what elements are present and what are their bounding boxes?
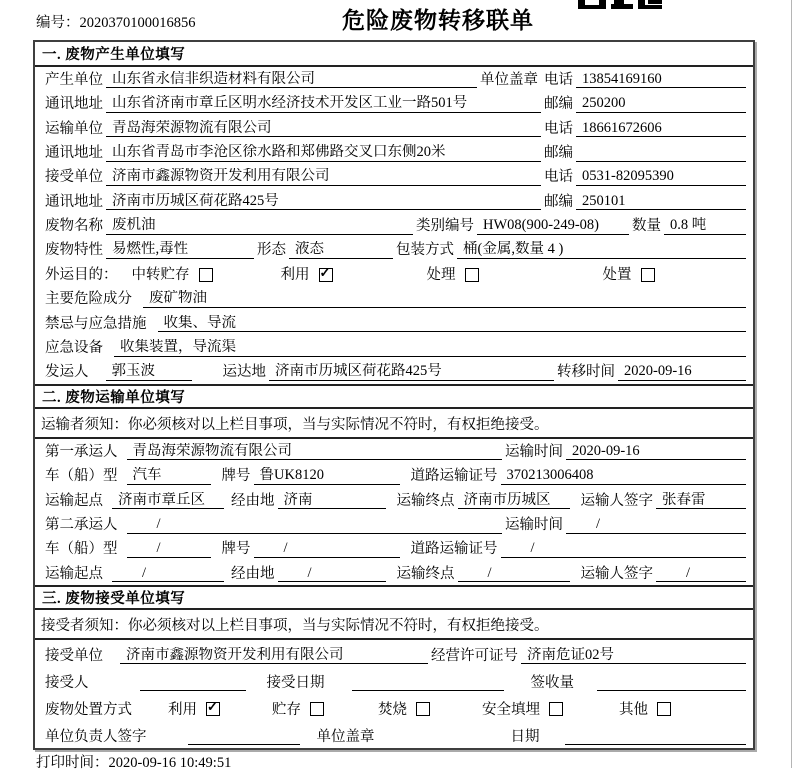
field-label: 安全填埋 [482,701,540,718]
field-label: 电话 [544,120,573,137]
field-label: 电话 [544,169,573,186]
page-edge-line [791,0,792,768]
field-value: / [127,540,211,558]
form-row [35,165,753,189]
field-label: 通讯地址 [45,96,103,113]
field-label: 形态 [257,242,286,259]
form-row [35,640,753,667]
field-label: 经由地 [231,492,275,509]
field-label: 接受单位 [45,169,103,186]
field-value: HW08(900-249-08) [477,217,629,235]
field-label: 废物名称 [45,218,103,235]
field-label: 签收量 [530,674,574,691]
field-label: 产生单位 [45,71,103,88]
field-label: 其他 [619,701,648,718]
field-value: 250200 [576,95,746,113]
field-label: 日期 [510,728,540,745]
field-value [597,690,746,691]
field-value: / [656,565,746,583]
field-value: / [501,540,747,558]
form-row [35,439,753,463]
field-value: 青岛海荣源物流有限公司 [127,443,503,461]
document-number-value: 2020370100016856 [79,15,196,31]
field-value: 370213006408 [501,467,747,485]
field-label: 电话 [544,71,573,88]
checkbox-icon [641,268,655,282]
field-value: 汽车 [127,467,211,485]
print-time-value: 2020-09-16 10:49:51 [108,755,232,771]
field-label: 转移时间 [557,364,615,381]
field-label: 运输人签字 [580,565,653,582]
field-value: 2020-09-16 [618,363,746,381]
form-row [35,189,753,213]
field-value [576,161,746,162]
field-value: 山东省青岛市李沧区徐水路和郑佛路交叉口东侧20米 [106,144,541,162]
field-label: 外运目的： [45,266,118,283]
field-value: 济南市章丘区 [112,492,224,510]
print-time-label: 打印时间： [36,755,109,771]
field-label: 运输终点 [396,565,455,582]
print-time [36,751,231,772]
form-row [35,91,753,115]
checkbox-icon [310,702,324,716]
form-row [35,238,753,262]
field-label: 运输人签字 [580,492,653,509]
form-row [35,140,753,164]
form-row [35,287,753,311]
form-row [35,537,753,561]
checkbox-icon [199,268,213,282]
form-row [35,488,753,512]
field-value: 张春雷 [656,492,746,510]
form-row [35,694,753,721]
field-label: 运达地 [222,364,266,381]
form-row [35,667,753,694]
form-row [35,335,753,359]
field-value: 济南市历城区荷花路425号 [269,363,554,381]
checkbox-icon [465,268,479,282]
form-row [35,360,753,384]
field-label: 运输起点 [45,565,103,582]
field-label: 废物特性 [45,242,103,259]
field-label: 车（船）型 [45,468,118,485]
field-label: 运输终点 [396,492,455,509]
checkbox-icon [416,702,430,716]
field-label: 中转贮存 [131,266,190,283]
field-value [565,744,747,745]
form-row [35,262,753,286]
field-value: 废机油 [106,217,413,235]
field-value: 0531-82095390 [576,168,746,186]
field-value [140,690,246,691]
field-label: 邮编 [544,144,573,161]
field-label: 车（船）型 [45,541,118,558]
field-label: 通讯地址 [45,193,103,210]
field-value: 收集装置，导流渠 [114,339,746,357]
field-label: 牌号 [221,541,251,558]
section-header: 二. 废物运输单位填写 [35,384,753,409]
field-value: 济南 [278,492,386,510]
field-value: 0.8 吨 [664,217,746,235]
field-label: 运输单位 [45,120,103,137]
document-title: 危险废物转移联单 [342,8,534,33]
field-value: 18661672606 [576,120,746,138]
field-label: 道路运输证号 [410,541,498,558]
field-value: 收集、导流 [158,315,747,333]
field-value: / [566,516,746,534]
field-value: 郭玉波 [106,363,192,381]
field-label: 通讯地址 [45,144,103,161]
document-number-label: 编号： [36,15,80,31]
field-value: 废矿物油 [143,290,746,308]
field-label: 接受日期 [266,674,325,691]
field-value: 济南市鑫源物资开发利用有限公司 [120,647,428,665]
manifest-form-table [33,40,755,750]
field-value: 山东省济南市章丘区明水经济技术开发区工业一路501号 [106,95,541,113]
field-value: / [127,516,503,534]
field-value: 青岛海荣源物流有限公司 [106,120,541,138]
field-value [352,690,504,691]
field-value: 济南市历城区荷花路425号 [106,193,541,211]
section-note: 接受者须知：你必须核对以上栏目事项，当与实际情况不符时，有权拒绝接受。 [35,610,753,640]
section-note: 运输者须知：你必须核对以上栏目事项，当与实际情况不符时，有权拒绝接受。 [35,409,753,439]
form-row [35,67,753,91]
form-row [35,311,753,335]
form-row [35,561,753,585]
field-label: 废物处置方式 [45,701,132,718]
field-value: 易燃性,毒性 [106,241,254,259]
field-label: 发运人 [45,364,89,381]
checkbox-icon [657,702,671,716]
field-value: 济南危证02号 [521,647,746,665]
field-value: 13854169160 [576,71,746,89]
field-label: 单位盖章 [316,728,375,745]
field-label: 焚烧 [378,701,407,718]
field-value: 济南市鑫源物资开发利用有限公司 [106,168,541,186]
checkbox-checked-icon [319,268,333,282]
field-value: 济南市历城区 [458,492,570,510]
field-value: 桶(金属,数量 4 ) [457,241,746,259]
form-row [35,721,753,748]
field-value: 2020-09-16 [566,443,746,461]
form-row [35,116,753,140]
field-label: 单位负责人签字 [45,728,147,745]
field-value: 鲁UK8120 [254,467,400,485]
field-label: 接受人 [45,674,89,691]
form-row [35,213,753,237]
field-label: 包装方式 [396,242,454,259]
field-label: 利用 [280,266,310,283]
section-header: 一. 废物产生单位填写 [35,42,753,67]
field-label: 处置 [602,266,632,283]
checkbox-checked-icon [206,702,220,716]
field-label: 主要危险成分 [45,291,132,308]
field-label: 道路运输证号 [410,468,498,485]
checkbox-icon [549,702,563,716]
field-label: 经营许可证号 [431,647,518,664]
form-row [35,512,753,536]
field-value: 液态 [289,241,393,259]
field-label: 牌号 [221,468,251,485]
form-row [35,463,753,487]
field-label: 经由地 [231,565,275,582]
field-label: 邮编 [544,96,573,113]
field-label: 贮存 [272,701,301,718]
field-value: 山东省永信非织造材料有限公司 [106,71,477,89]
field-label: 运输起点 [45,492,103,509]
field-value: / [254,540,400,558]
field-label: 接受单位 [45,647,103,664]
field-label: 第一承运人 [45,443,118,460]
field-label: 禁忌与应急措施 [45,315,147,332]
field-value: 250101 [576,193,746,211]
field-value [188,744,300,745]
field-label: 应急设备 [45,340,103,357]
field-label: 第二承运人 [45,516,118,533]
field-label: 运输时间 [505,516,563,533]
field-label: 运输时间 [505,443,563,460]
qr-code-fragment [578,0,662,9]
field-value: / [112,565,224,583]
field-label: 处理 [426,266,456,283]
field-label: 类别编号 [416,218,474,235]
field-label: 邮编 [544,193,573,210]
field-value: / [458,565,570,583]
section-header: 三. 废物接受单位填写 [35,585,753,610]
field-label: 利用 [168,701,197,718]
field-value: / [278,565,386,583]
field-label: 数量 [632,218,661,235]
field-label: 单位盖章 [480,71,538,88]
